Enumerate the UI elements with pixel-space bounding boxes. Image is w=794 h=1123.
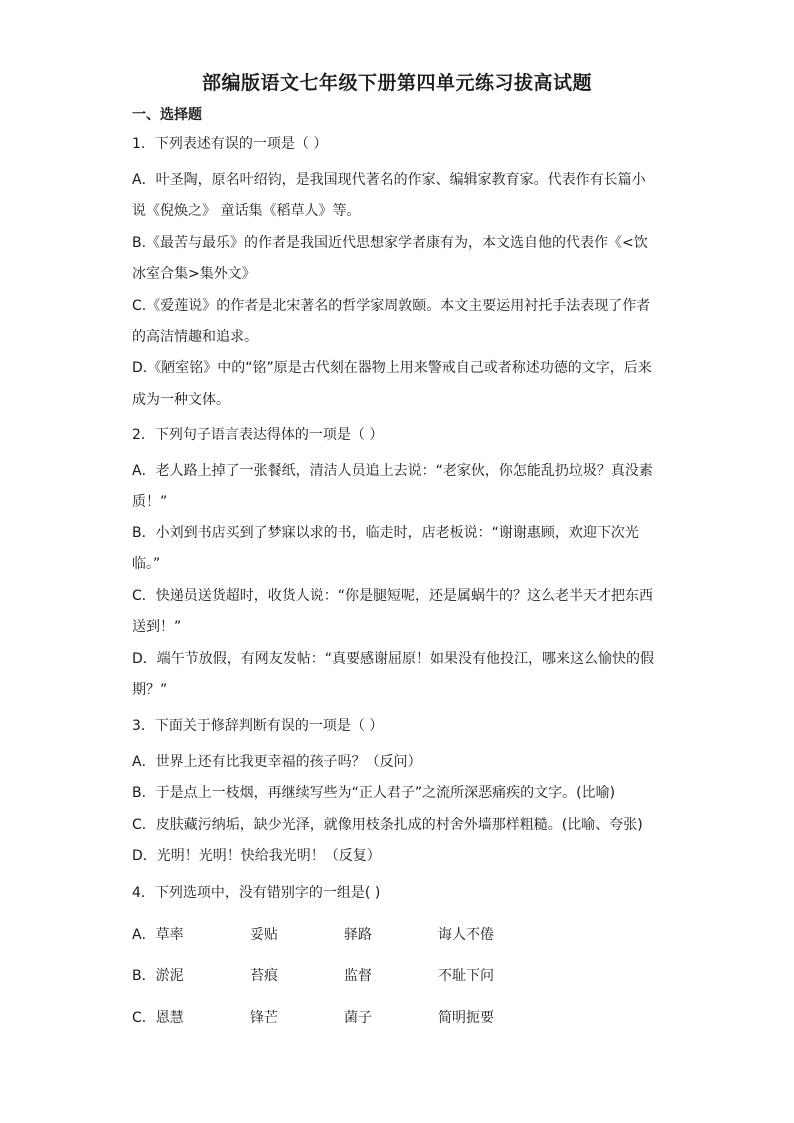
section-heading: 一、选择题	[132, 107, 202, 123]
option-label: C．恩慧	[132, 1010, 184, 1026]
question-1-option-d-line-1: D.《陋室铭》中的“铭”原是古代刻在器物上用来警戒自己或者称述功德的文字，后来	[132, 360, 652, 376]
question-4-stem: 4．下列选项中，没有错别字的一组是( )	[132, 885, 381, 901]
option-word: 菌子	[344, 1010, 372, 1026]
question-3-stem: 3．下面关于修辞判断有误的一项是（ ）	[132, 718, 384, 734]
question-1-option-b-line-2: 冰室合集>集外文》	[132, 266, 256, 282]
question-2-option-d-line-1: D．端午节放假，有网友发帖：“真要感谢屈原！如果没有他投江，哪来这么愉快的假	[132, 651, 655, 667]
option-word: 诲人不倦	[438, 927, 494, 943]
question-1-stem: 1．下列表述有误的一项是（ ）	[132, 136, 328, 152]
option-word: 简明扼要	[438, 1010, 494, 1026]
option-word: 苔痕	[250, 968, 278, 984]
question-3-option-b: B．于是点上一枝烟，再继续写些为“正人君子”之流所深恶痛疾的文字。(比喻)	[132, 785, 616, 801]
question-1-option-d-line-2: 成为一种文体。	[132, 392, 230, 408]
question-1-option-a-line-2: 说《倪焕之》 童话集《稻草人》等。	[132, 203, 361, 219]
question-1-option-b-line-1: B.《最苦与最乐》的作者是我国近代思想家学者康有为，本文选自他的代表作《<饮	[132, 235, 648, 251]
question-4-option-row	[132, 1008, 692, 1028]
question-1-option-a-line-1: A．叶圣陶，原名叶绍钧，是我国现代著名的作家、编辑家教育家。代表作有长篇小	[132, 172, 646, 188]
question-2-stem: 2．下列句子语言表达得体的一项是（ ）	[132, 427, 384, 443]
option-word: 不耻下问	[438, 968, 494, 984]
page-title: 部编版语文七年级下册第四单元练习拔高试题	[201, 72, 592, 94]
question-2-option-c-line-2: 送到！”	[132, 619, 182, 635]
question-3-option-a: A．世界上还有比我更幸福的孩子吗？（反问）	[132, 754, 422, 770]
question-2-option-b-line-2: 临。”	[132, 556, 161, 572]
option-word: 驿路	[344, 927, 372, 943]
question-4-option-row	[132, 925, 692, 945]
question-4-option-row	[132, 966, 692, 986]
option-word: 监督	[344, 968, 372, 984]
question-2-option-c-line-1: C．快递员送货超时，收货人说：“你是腿短呢，还是属蜗牛的？这么老半天才把东西	[132, 588, 654, 604]
option-label: A．草率	[132, 927, 184, 943]
question-2-option-a-line-1: A．老人路上掉了一张餐纸，清洁人员追上去说：“老家伙，你怎能乱扔垃圾？真没素	[132, 463, 653, 479]
question-1-option-c-line-2: 的高洁情趣和追求。	[132, 329, 258, 345]
question-1-option-c-line-1: C.《爱莲说》的作者是北宋著名的哲学家周敦颐。本文主要运用衬托手法表现了作者	[132, 298, 651, 314]
question-3-option-d: D．光明！光明！快给我光明！（反复）	[132, 848, 381, 864]
option-word: 锋芒	[250, 1010, 278, 1026]
question-3-option-c: C．皮肤藏污纳垢，缺少光泽，就像用枝条扎成的村舍外墙那样粗糙。(比喻、夸张)	[132, 817, 643, 833]
question-2-option-a-line-2: 质！”	[132, 494, 168, 510]
question-2-option-b-line-1: B．小刘到书店买到了梦寐以求的书，临走时，店老板说：“谢谢惠顾，欢迎下次光	[132, 525, 639, 541]
option-label: B．淤泥	[132, 968, 184, 984]
option-word: 妥贴	[250, 927, 278, 943]
question-2-option-d-line-2: 期？”	[132, 682, 168, 698]
